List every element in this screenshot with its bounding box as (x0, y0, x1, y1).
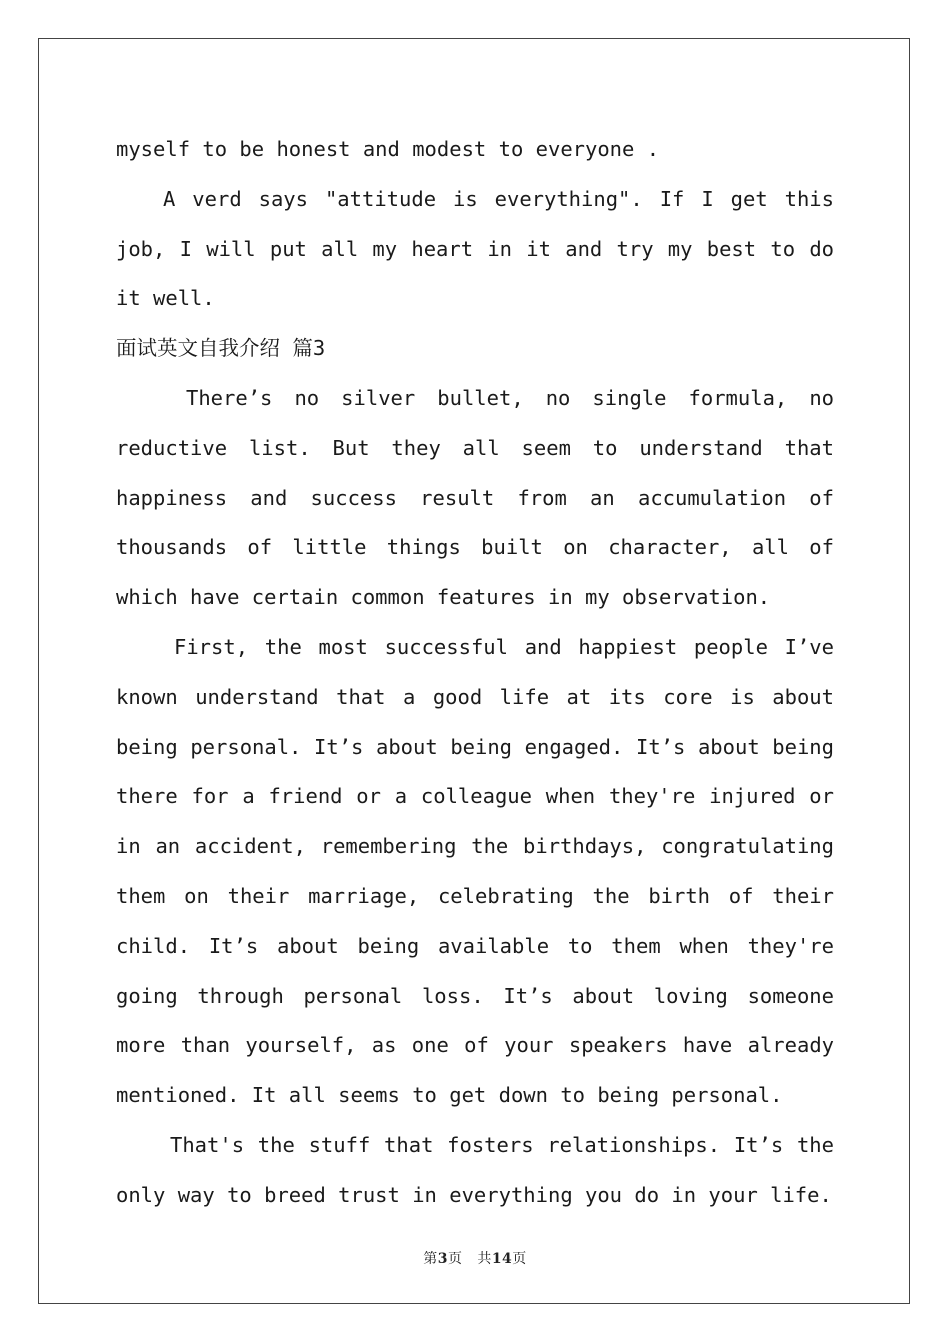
paragraph-silver-bullet: There’s no silver bullet, no single formula, no reductive list. But they all seem to understand that happiness and success result from an accumulation of thousands of little things built on character, all of which have certain common features in my observation. (116, 385, 834, 610)
footer-total-suffix: 页 (512, 1251, 527, 1267)
document-body (116, 125, 834, 1221)
total-pages-number: 14 (491, 1251, 513, 1267)
page-footer (0, 1248, 950, 1268)
paragraph-first: First, the most successful and happiest people I’ve known understand that a good life at its core is about being personal. It’s about being engaged. It’s about being there for a friend or a colleague when they're injured or in an accident, remembering the birthdays, congratulating them on their marriage, celebrating the birth of their child. It’s about being available to them when they're going through personal loss. It’s about loving someone more than yourself, as one of your speakers have already mentioned. It all seems to get down to being personal. (116, 634, 834, 1108)
footer-prefix: 第 (423, 1251, 438, 1267)
paragraph-relationships: That's the stuff that fosters relationships. It’s the only way to breed trust in everything you do in your life. (116, 1132, 834, 1207)
footer-page-suffix: 页 (447, 1251, 463, 1267)
section-heading: 面试英文自我介绍 篇3 (116, 336, 326, 361)
footer-total-prefix: 共 (477, 1251, 492, 1267)
paragraph-attitude: A verd says "attitude is everything". If I get this job, I will put all my heart in it and try my best to do it well. (116, 186, 834, 311)
current-page-number: 3 (437, 1251, 448, 1267)
paragraph-continuation: myself to be honest and modest to everyone . (116, 137, 660, 161)
